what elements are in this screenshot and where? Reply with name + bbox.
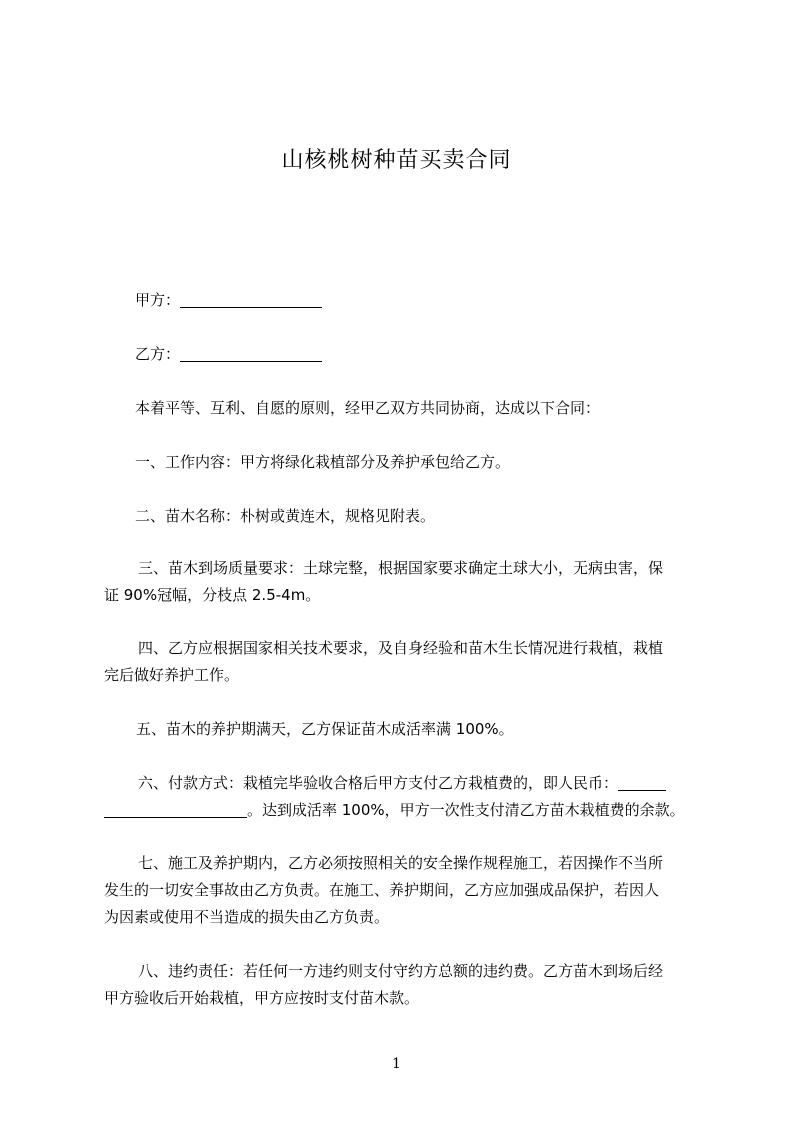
clause-6-line-2-text: 。达到成活率 100%，甲方一次性支付清乙方苗木栽植费的余款。 [247, 801, 685, 819]
clause-1: 一、工作内容：甲方将绿化栽植部分及养护承包给乙方。 [135, 453, 511, 471]
clause-7-line-3: 为因素或使用不当造成的损失由乙方负责。 [104, 908, 390, 926]
clause-6 [104, 770, 701, 824]
clause-3 [104, 555, 701, 609]
intro-paragraph: 本着平等、互利、自愿的原则，经甲乙双方共同协商，达成以下合同： [135, 399, 601, 417]
clause-6-line-1-text: 六、付款方式：栽植完毕验收合格后甲方支付乙方栽植费的，即人民币： [138, 774, 619, 792]
clause-8-line-2: 甲方验收后开始栽植，甲方应按时支付苗木款。 [104, 989, 420, 1007]
clause-4-line-2: 完后做好养护工作。 [104, 666, 240, 684]
party-b-blank[interactable] [180, 346, 322, 362]
party-a-label: 甲方： [135, 291, 181, 309]
page-number: 1 [392, 1056, 401, 1072]
document-title: 山核桃树种苗买卖合同 [281, 148, 512, 173]
clause-7-line-1: 七、施工及养护期内，乙方必须按照相关的安全操作规程施工，若因操作不当所 [138, 854, 664, 872]
party-a-line [135, 287, 732, 314]
clause-3-line-2: 证 90%冠幅，分枝点 2.5-4m。 [104, 586, 321, 604]
clause-6-line-2 [104, 797, 701, 824]
clause-8-line-1: 八、违约责任：若任何一方违约则支付守约方总额的违约费。乙方苗木到场后经 [138, 962, 664, 980]
payment-amount-blank-b[interactable] [104, 802, 247, 818]
clause-7 [104, 850, 701, 931]
party-b-label: 乙方： [135, 345, 181, 363]
party-a-blank[interactable] [180, 292, 322, 308]
clause-4-line-1: 四、乙方应根据国家相关技术要求，及自身经验和苗木生长情况进行栽植，栽植 [138, 639, 664, 657]
payment-amount-blank-a[interactable] [618, 775, 666, 791]
clause-2: 二、苗木名称：朴树或黄连木，规格见附表。 [135, 507, 436, 525]
clause-4 [104, 635, 701, 689]
clause-5: 五、苗木的养护期满天，乙方保证苗木成活率满 100%。 [136, 720, 514, 738]
clause-7-line-2: 发生的一切安全事故由乙方负责。在施工、养护期间，乙方应加强成品保护，若因人 [104, 881, 660, 899]
clause-8 [104, 958, 701, 1012]
clause-6-line-1 [104, 770, 701, 797]
party-b-line [135, 341, 732, 368]
clause-3-line-1: 三、苗木到场质量要求：土球完整，根据国家要求确定土球大小，无病虫害，保 [138, 559, 664, 577]
